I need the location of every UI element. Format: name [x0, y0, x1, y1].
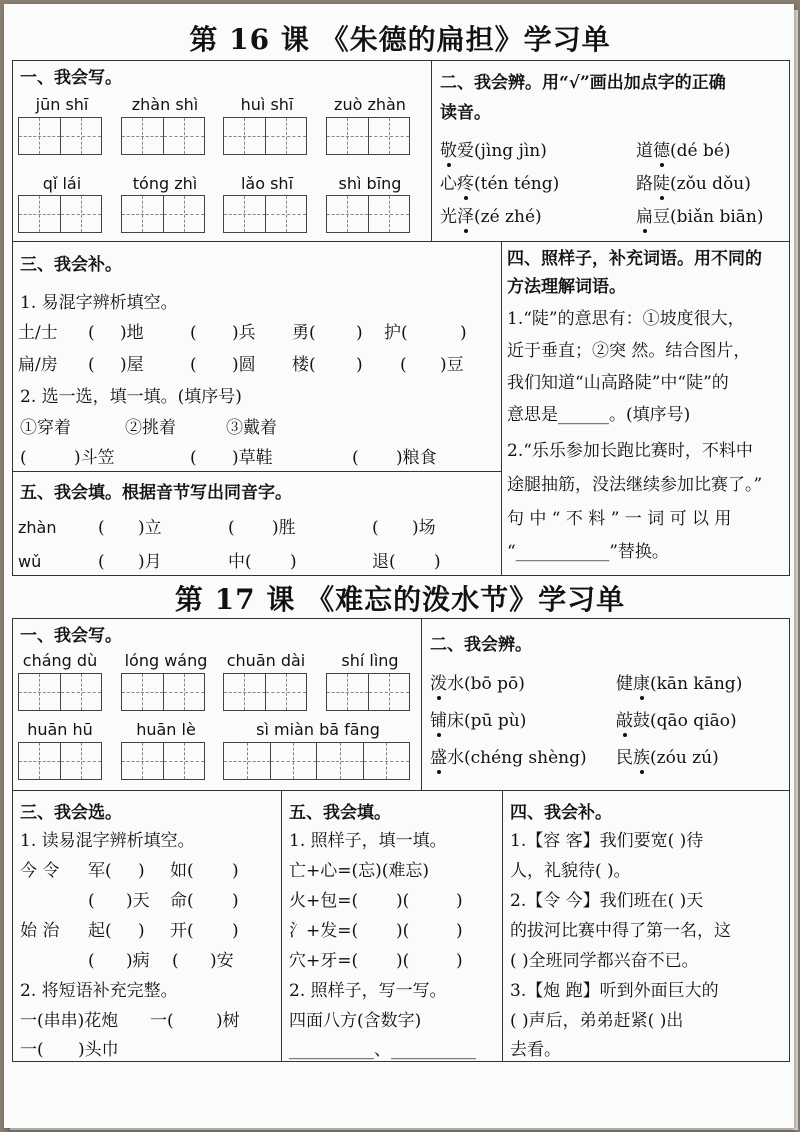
text-line[interactable]: 人，礼貌待( )。 [510, 861, 631, 881]
writing-grid[interactable] [223, 742, 410, 780]
writing-grid[interactable] [18, 673, 102, 711]
pronunciation-item: 民族(zóu zú) [616, 748, 719, 768]
example-line: 亡+心=(忘)(难忘) [289, 861, 430, 881]
pinyin-label: sì miàn bā fāng [256, 720, 380, 739]
l16-sec3-heading: 三、我会补。 [20, 255, 122, 275]
pinyin-label: lóng wáng [124, 651, 208, 670]
phrase-fill: )树 [216, 1011, 240, 1031]
l17-sec3-heading: 三、我会选。 [20, 803, 122, 823]
text-line: 途腿抽筋，没法继续参加比赛了。” [507, 475, 763, 495]
l16-sec3-q1: 1. 易混字辨析填空。 [20, 293, 178, 313]
phrase-fill: )头巾 [78, 1040, 119, 1060]
choice-option: ②挑着 [125, 418, 176, 438]
phrase-fill[interactable]: 一( [150, 1011, 174, 1031]
text-line: 去看。 [510, 1040, 561, 1060]
l17-sec1-heading: 一、我会写。 [20, 626, 122, 646]
pinyin-label: chuān dài [226, 651, 306, 670]
text-line: 1.“陡”的意思有：①坡度很大， [507, 309, 745, 329]
pronunciation-item: 心疼(tén téng) [440, 174, 560, 194]
writing-grid[interactable] [18, 195, 102, 233]
pronunciation-item: 扁豆(biǎn biān) [636, 207, 764, 227]
pronunciation-item: 光泽(zé zhé) [440, 207, 542, 227]
pinyin-label: lǎo shī [240, 174, 294, 193]
pinyin-label: jūn shī [35, 95, 89, 114]
text-line: 3.【炮 跑】听到外面巨大的 [510, 981, 719, 1001]
pinyin-label: huì shī [240, 95, 294, 114]
l17-sec2-heading: 二、我会辨。 [430, 635, 532, 655]
pinyin-label: zuò zhàn [334, 95, 406, 114]
pinyin-label: shí lìng [341, 651, 399, 670]
phrase-fill[interactable]: 一( [20, 1040, 44, 1060]
pronunciation-item: 健康(kān kāng) [616, 674, 743, 694]
answer-blank[interactable]: ( [190, 448, 197, 468]
blank-word: )草鞋 [232, 448, 273, 468]
l17-sec5-q2: 2. 照样子，写一写。 [289, 981, 447, 1001]
pinyin-label: huān hū [27, 720, 93, 739]
answer-blank[interactable]: ( [352, 448, 359, 468]
answer-blank[interactable]: ( [20, 448, 27, 468]
pronunciation-item: 铺床(pū pù) [430, 711, 527, 731]
l16-sec4-heading: 四、照样子，补充词语。用不同的 [507, 249, 762, 269]
text-line[interactable]: 2.【令 今】我们班在( )天 [510, 891, 704, 911]
text-line: 的拔河比赛中得了第一名，这 [510, 921, 731, 941]
pinyin-label: tóng zhì [132, 174, 198, 193]
pronunciation-item: 泼水(bō pō) [430, 674, 525, 694]
pronunciation-item: 敲鼓(qāo qiāo) [616, 711, 737, 731]
blank-word: )斗笠 [74, 448, 115, 468]
blank-word: )粮食 [396, 448, 437, 468]
lesson16-title: 第 16 课 《朱德的扁担》学习单 [189, 23, 611, 56]
writing-grid[interactable] [121, 195, 205, 233]
writing-grid[interactable] [326, 673, 410, 711]
writing-grid[interactable] [223, 117, 307, 155]
l17-sec5-heading: 五、我会填。 [289, 803, 391, 823]
writing-grid[interactable] [18, 117, 102, 155]
writing-grid[interactable] [326, 195, 410, 233]
pronunciation-item: 敬爱(jìng jìn) [440, 141, 547, 161]
text-line: 句 中 “ 不 料 ” 一 词 可 以 用 [507, 509, 732, 529]
pronunciation-item: 道德(dé bé) [636, 141, 731, 161]
writing-grid[interactable] [326, 117, 410, 155]
choice-option: ①穿着 [20, 418, 71, 438]
l16-sec3-q2: 2. 选一选，填一填。(填序号) [20, 387, 242, 407]
example-line: 四面八方(含数字) [289, 1011, 422, 1031]
pronunciation-item: 路陡(zǒu dǒu) [636, 174, 751, 194]
choice-option: ③戴着 [226, 418, 277, 438]
answer-line[interactable]: __________、__________ [289, 1040, 476, 1060]
l17-sec3-q1: 1. 读易混字辨析填空。 [20, 831, 195, 851]
writing-grid[interactable] [223, 195, 307, 233]
lesson17-title: 第 17 课 《难忘的泼水节》学习单 [174, 583, 626, 616]
l17-sec5-q1: 1. 照样子，填一填。 [289, 831, 447, 851]
writing-grid[interactable] [223, 673, 307, 711]
writing-grid[interactable] [121, 673, 205, 711]
pinyin-label: cháng dù [22, 651, 98, 670]
pinyin-label: zhàn shì [131, 95, 199, 114]
text-line: 2.“乐乐参加长跑比赛时，不料中 [507, 441, 753, 461]
writing-grid[interactable] [121, 117, 205, 155]
text-line[interactable]: ( )声后，弟弟赶紧( )出 [510, 1011, 684, 1031]
l17-sec4-heading: 四、我会补。 [510, 803, 612, 823]
text-line[interactable]: “___________”替换。 [507, 542, 669, 562]
l16-sec5-heading: 五、我会填。根据音节写出同音字。 [20, 483, 292, 503]
l16-sec2-heading-cont: 读音。 [440, 103, 491, 123]
pronunciation-item: 盛水(chéng shèng) [430, 748, 587, 768]
l17-sec3-q2: 2. 将短语补充完整。 [20, 981, 178, 1001]
writing-grid[interactable] [18, 742, 102, 780]
pinyin-label: qǐ lái [42, 174, 82, 193]
text-line[interactable]: 1.【容 客】我们要宽( )待 [510, 831, 704, 851]
text-line: 近于垂直；②突 然。结合图片， [507, 341, 751, 361]
l16-sec4-heading-cont: 方法理解词语。 [507, 277, 626, 297]
pinyin-label: huān lè [136, 720, 196, 739]
text-line[interactable]: ( )全班同学都兴奋不已。 [510, 951, 699, 971]
pinyin-label: shì bīng [338, 174, 402, 193]
l16-sec1-heading: 一、我会写。 [20, 68, 122, 88]
text-line: 我们知道“山高路陡”中“陡”的 [507, 373, 729, 393]
phrase-fill: 一(串串)花炮 [20, 1011, 119, 1031]
text-line[interactable]: 意思是______。(填序号) [507, 405, 691, 425]
writing-grid[interactable] [121, 742, 205, 780]
l16-sec2-heading: 二、我会辨。用“√”画出加点字的正确 [440, 73, 726, 93]
